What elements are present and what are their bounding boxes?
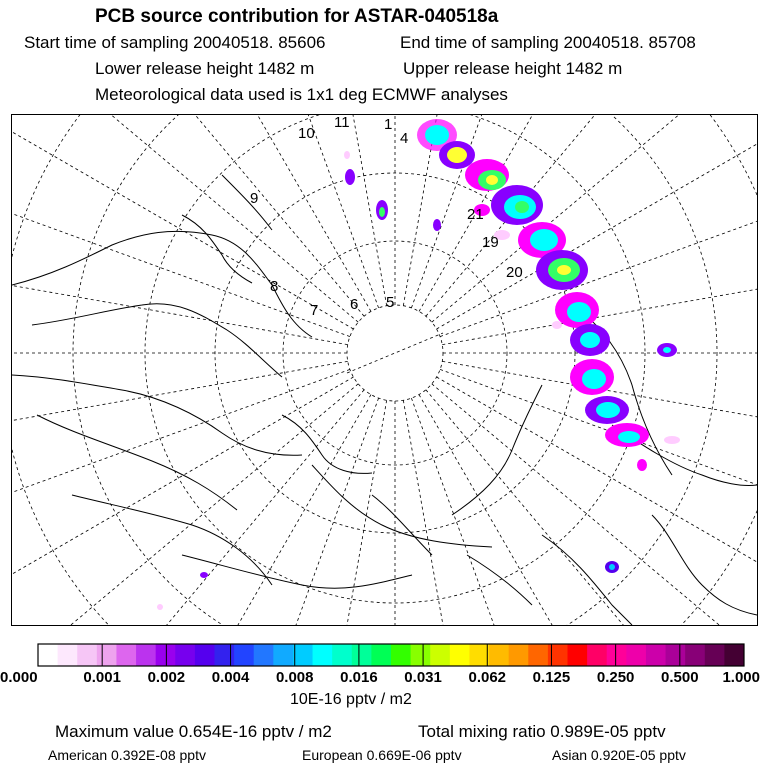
colorbar-swatch — [175, 644, 195, 666]
traj-label-21: 21 — [467, 206, 484, 223]
meridian-line — [87, 115, 378, 308]
met-data-text: Meteorological data used is 1x1 deg ECMWF analyses — [95, 85, 508, 104]
traj-label-11: 11 — [334, 115, 350, 131]
traj-label-6: 6 — [350, 296, 359, 313]
end-time-text: End time of sampling 20040518. 85708 — [400, 33, 696, 52]
meridian-line — [437, 115, 757, 329]
colorbar-swatch — [666, 644, 686, 666]
colorbar-tick-label: 0.062 — [468, 669, 507, 686]
colorbar-tick-label: 0.000 — [0, 669, 38, 686]
colorbar-swatch — [685, 644, 705, 666]
colorbar-swatch — [273, 644, 293, 666]
colorbar-swatch — [489, 644, 509, 666]
graticule — [12, 115, 757, 625]
meridian-line — [12, 115, 350, 337]
colorbar-swatch — [116, 644, 136, 666]
meridian-line — [12, 115, 353, 329]
traj-label-7: 7 — [310, 302, 319, 319]
colorbar-tick-label: 1.000 — [722, 669, 760, 686]
colorbar-tick-label: 0.016 — [340, 669, 378, 686]
colorbar-swatch — [293, 644, 313, 666]
traj-label-4: 4 — [400, 130, 409, 147]
colorbar-swatch — [58, 644, 78, 666]
colorbar-unit: 10E-16 pptv / m2 — [290, 691, 412, 708]
colorbar — [37, 643, 745, 667]
colorbar-tick-label: 0.008 — [275, 669, 314, 686]
colorbar-tick-label: 0.125 — [532, 669, 571, 686]
latitude-circle — [347, 305, 443, 401]
latitude-circle — [12, 115, 757, 625]
colorbar-swatch — [234, 644, 254, 666]
map-title: PCB source contribution for ASTAR-040518a — [95, 6, 499, 27]
latitude-circle — [73, 115, 717, 625]
colorbar-swatch — [352, 644, 372, 666]
meridian-line — [12, 115, 364, 316]
colorbar-swatch — [313, 644, 333, 666]
european-text: European 0.669E-06 pptv — [302, 747, 462, 763]
colorbar-swatch — [528, 644, 548, 666]
colorbar-swatch — [705, 644, 725, 666]
polar-map — [11, 114, 758, 626]
upper-height-text: Upper release height 1482 m — [403, 59, 623, 78]
colorbar-swatch — [430, 644, 450, 666]
asian-text: Asian 0.920E-05 pptv — [552, 747, 686, 763]
meridian-line — [12, 377, 353, 625]
colorbar-swatch — [724, 644, 744, 666]
colorbar-swatch — [195, 644, 215, 666]
meridian-line — [12, 115, 371, 311]
colorbar-swatch — [136, 644, 156, 666]
colorbar-swatch — [371, 644, 391, 666]
colorbar-swatch — [509, 644, 529, 666]
start-time-text: Start time of sampling 20040518. 85606 — [24, 33, 326, 52]
traj-label-5: 5 — [386, 294, 395, 311]
colorbar-tick-label: 0.002 — [147, 669, 186, 686]
traj-label-8: 8 — [270, 278, 279, 295]
colorbar-swatch — [332, 644, 352, 666]
colorbar-swatch — [607, 644, 627, 666]
lower-height-text: Lower release height 1482 m — [95, 59, 315, 78]
meridian-line — [419, 395, 757, 625]
meridian-line — [403, 400, 551, 625]
colorbar-swatch — [587, 644, 607, 666]
colorbar-tick-label: 0.250 — [596, 669, 635, 686]
meridian-line — [12, 115, 358, 322]
colorbar-swatch — [38, 644, 58, 666]
meridian-line — [12, 369, 350, 625]
max-value-text: Maximum value 0.654E-16 pptv / m2 — [55, 722, 332, 741]
traj-label-1: 1 — [384, 116, 393, 133]
colorbar-swatch — [156, 644, 176, 666]
colorbar-swatch — [411, 644, 431, 666]
colorbar-swatch — [646, 644, 666, 666]
colorbar-swatch — [97, 644, 117, 666]
colorbar-tick-label: 0.500 — [661, 669, 699, 686]
meridian-line — [12, 384, 358, 625]
meridian-line — [442, 197, 757, 345]
meridian-line — [12, 390, 364, 625]
american-text: American 0.392E-08 pptv — [48, 747, 206, 763]
colorbar-swatch — [254, 644, 274, 666]
polar-map-svg — [12, 115, 757, 625]
colorbar-tick-label: 0.001 — [83, 669, 121, 686]
total-mixing-text: Total mixing ratio 0.989E-05 pptv — [418, 722, 666, 741]
colorbar-swatch — [626, 644, 646, 666]
colorbar-swatch — [215, 644, 235, 666]
traj-label-20: 20 — [506, 264, 523, 281]
traj-label-10: 10 — [298, 125, 315, 142]
colorbar-tick-label: 0.004 — [211, 669, 250, 686]
traj-label-19: 19 — [482, 234, 499, 251]
traj-label-9: 9 — [250, 190, 259, 207]
colorbar-swatch — [77, 644, 97, 666]
trajectory-labels — [250, 115, 523, 319]
meridian-line — [87, 398, 378, 625]
colorbar-swatch — [469, 644, 489, 666]
meridian-line — [12, 395, 371, 625]
colorbar-swatch — [391, 644, 411, 666]
latitude-circle — [12, 115, 757, 625]
colorbar-swatch — [450, 644, 470, 666]
meridian-line — [440, 115, 757, 337]
colorbar-swatch — [548, 644, 568, 666]
colorbar-tick-label: 0.031 — [404, 669, 442, 686]
colorbar-swatch — [568, 644, 588, 666]
meridian-line — [411, 398, 702, 625]
pcb-plume — [157, 119, 680, 610]
